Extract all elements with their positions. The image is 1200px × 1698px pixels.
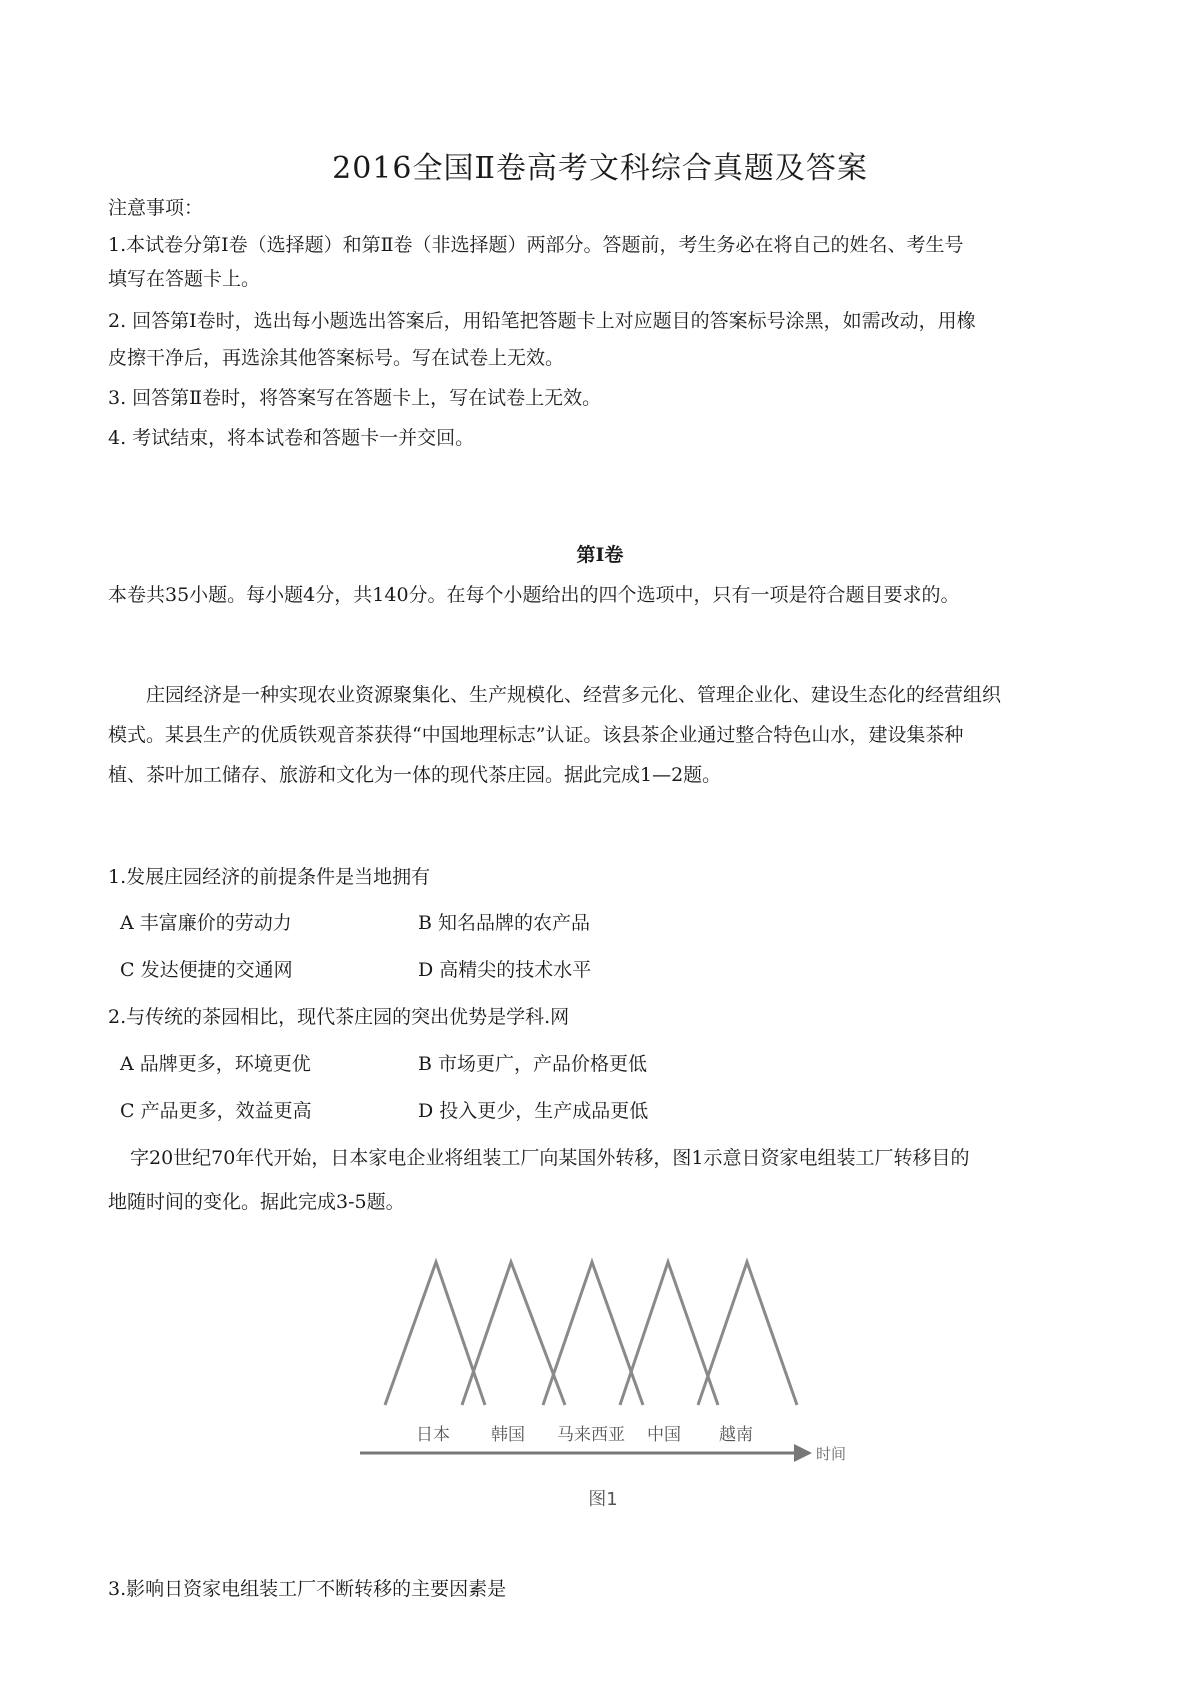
option-b: B 市场更广，产品价格更低	[418, 1053, 648, 1075]
question-stem: 2.与传统的茶园相比，现代茶庄园的突出优势是学科.网	[108, 1006, 570, 1028]
axis-arrow-icon	[794, 1444, 812, 1462]
section-intro: 本卷共35小题。每小题4分，共140分。在每个小题给出的四个选项中，只有一项是符合题目要求的。	[108, 584, 960, 606]
passage-line: 字20世纪70年代开始，日本家电企业将组装工厂向某国外转移，图1示意日资家电组装工厂转移目的	[130, 1147, 970, 1169]
passage-line: 庄园经济是一种实现农业资源聚集化、生产规模化、经营多元化、管理企业化、建设生态化的经营组织	[146, 684, 1002, 706]
page-title: 2016全国Ⅱ卷高考文科综合真题及答案	[332, 151, 868, 186]
triangle-vietnam	[698, 1262, 797, 1405]
country-label-malaysia: 马来西亚	[557, 1425, 625, 1445]
section-heading: 第Ⅰ卷	[576, 544, 624, 566]
option-b: B 知名品牌的农产品	[418, 912, 591, 934]
option-d: D 投入更少，生产成品更低	[418, 1100, 649, 1122]
option-c: C 发达便捷的交通网	[120, 959, 293, 981]
question-stem: 1.发展庄园经济的前提条件是当地拥有	[108, 866, 431, 888]
passage-line: 植、茶叶加工储存、旅游和文化为一体的现代茶庄园。据此完成1—2题。	[108, 764, 722, 786]
passage-line: 地随时间的变化。据此完成3-5题。	[108, 1191, 405, 1213]
option-a: A 品牌更多，环境更优	[120, 1053, 311, 1075]
passage-line: 模式。某县生产的优质铁观音茶获得“中国地理标志”认证。该县茶企业通过整合特色山水，建设集茶种	[108, 724, 964, 746]
option-c: C 产品更多，效益更高	[120, 1100, 312, 1122]
country-label-china: 中国	[647, 1425, 681, 1445]
question-stem: 3.影响日资家电组装工厂不断转移的主要因素是	[108, 1578, 507, 1600]
notice-line: 填写在答题卡上。	[108, 268, 261, 290]
notice-line: 3. 回答第Ⅱ卷时，将答案写在答题卡上，写在试卷上无效。	[108, 387, 602, 409]
country-label-vietnam: 越南	[719, 1425, 753, 1445]
figure-caption: 图1	[588, 1489, 618, 1510]
notice-heading: 注意事项：	[108, 197, 204, 219]
notice-line: 皮擦干净后，再选涂其他答案标号。写在试卷上无效。	[108, 347, 565, 369]
notice-line: 4. 考试结束，将本试卷和答题卡一并交回。	[108, 427, 475, 449]
option-d: D 高精尖的技术水平	[418, 959, 592, 981]
option-a: A 丰富廉价的劳动力	[120, 912, 292, 934]
country-label-korea: 韩国	[491, 1425, 525, 1445]
country-label-japan: 日本	[416, 1425, 450, 1445]
notice-line: 1.本试卷分第Ⅰ卷（选择题）和第Ⅱ卷（非选择题）两部分。答题前，考生务必在将自己的姓名、考生号	[108, 234, 964, 256]
notice-line: 2. 回答第Ⅰ卷时，选出每小题选出答案后，用铅笔把答题卡上对应题目的答案标号涂黑，如需改动，用橡	[108, 310, 976, 332]
axis-label: 时间	[816, 1445, 847, 1463]
